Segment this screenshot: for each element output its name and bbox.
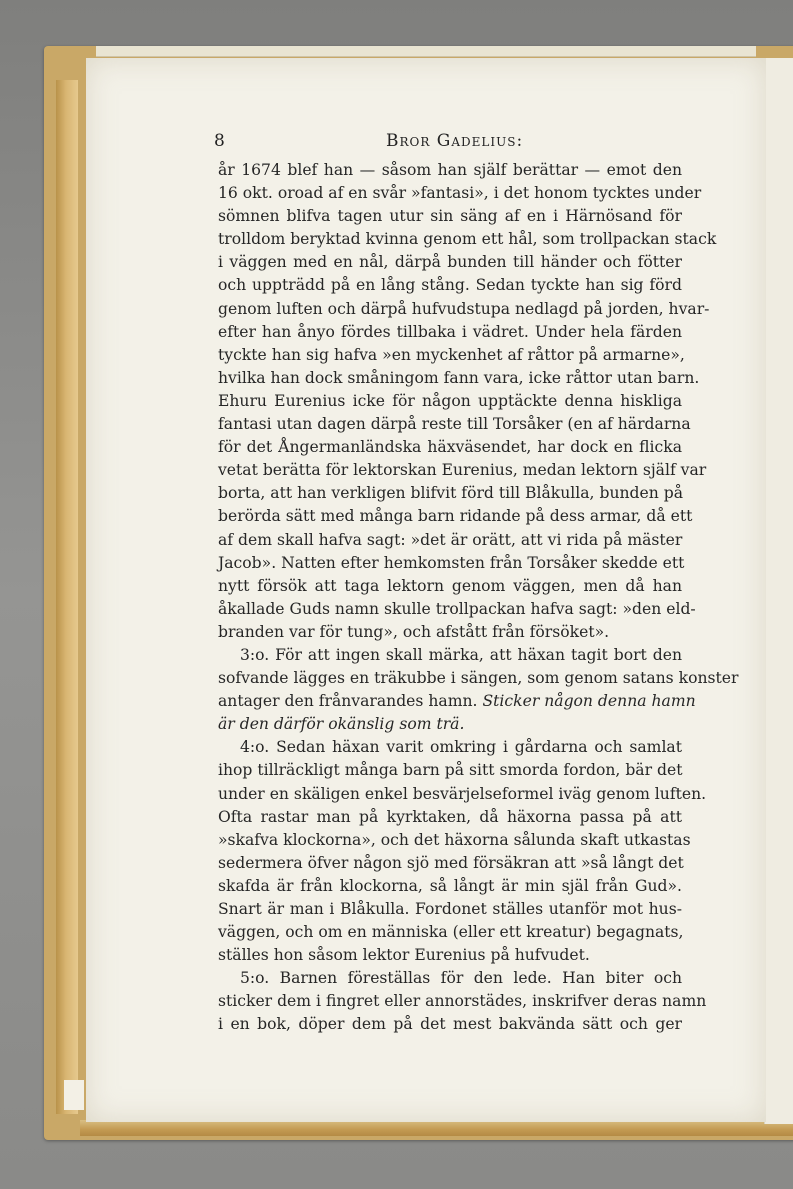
text-line: sticker dem i fingret eller annorstädes, inskrifver deras namn	[218, 992, 707, 1011]
page-number: 8	[214, 131, 225, 151]
text-line: genom luften och därpå hufvudstupa nedlagd på jorden, hvar-	[218, 299, 710, 318]
text-line: fantasi utan dagen därpå reste till Torsåker (en af härdarna	[218, 415, 691, 434]
text-line: år 1674 blef han — såsom han själf berättar — emot den	[218, 161, 682, 179]
text-line: branden var för tung», och afstått från försöket».	[218, 622, 610, 641]
text-line: ihop tillräckligt många barn på sitt smorda fordon, bär det	[218, 761, 683, 780]
text-line: nytt försök att taga lektorn genom väggen, men då han	[218, 576, 682, 595]
facing-page-edge	[764, 58, 793, 1124]
text-line: trolldom beryktad kvinna genom ett hål, som trollpackan stack	[218, 230, 717, 249]
text-line: hvilka han dock småningom fann vara, icke råttor utan barn.	[218, 368, 700, 387]
text-line: sömnen blifva tagen utur sin säng af en i Härnösand för	[218, 207, 682, 226]
text-line: 4:o. Sedan häxan varit omkring i gårdarna och samlat	[240, 738, 682, 757]
cover-bottom-edge	[80, 1120, 793, 1136]
text-line: Snart är man i Blåkulla. Fordonet ställes utanför mot hus-	[218, 900, 682, 918]
text-line-plain: antager den frånvarandes hamn.	[218, 692, 483, 711]
running-head: Bror Gadelius:	[386, 131, 524, 151]
text-line: väggen, och om en människa (eller ett kreatur) begagnats,	[218, 923, 684, 942]
text-line: tyckte han sig hafva »en myckenhet af råttor på armarne»,	[218, 345, 685, 364]
text-line: berörda sätt med många barn ridande på dess armar, då ett	[218, 507, 693, 526]
text-line: af dem skall hafva sagt: »det är orätt, att vi rida på mäster	[218, 530, 683, 549]
text-line: i väggen med en nål, därpå bunden till händer och fötter	[218, 253, 682, 272]
text-line: under en skäligen enkel besvärjelseformel iväg genom luften.	[218, 784, 707, 803]
binding-strip	[56, 80, 78, 1114]
text-line: ställes hon såsom lektor Eurenius på hufvudet.	[218, 946, 590, 965]
text-line: är den därför okänslig som trä.	[218, 715, 465, 734]
text-line-italic: Sticker någon denna hamn	[482, 692, 696, 711]
text-line: Ehuru Eurenius icke för någon upptäckte denna hiskliga	[218, 391, 682, 410]
text-line: skafda är från klockorna, så långt är min själ från Gud».	[218, 876, 682, 895]
text-line: sedermera öfver någon sjö med försäkran att »så långt det	[218, 853, 684, 872]
text-line: i en bok, döper dem på det mest bakvända sätt och ger	[218, 1015, 682, 1034]
text-line: efter han ånyo fördes tillbaka i vädret. Under hela färden	[218, 322, 682, 341]
text-line: sofvande lägges en träkubbe i sängen, som genom satans konster	[218, 669, 739, 688]
text-line: Jacob». Natten efter hemkomsten från Torsåker skedde ett	[218, 553, 685, 572]
text-line: 5:o. Barnen föreställas för den lede. Han biter och	[240, 969, 682, 988]
text-line: 3:o. För att ingen skall märka, att häxan tagit bort den	[240, 645, 682, 664]
cover-top-edge	[96, 46, 756, 57]
text-line: och uppträdd på en lång stång. Sedan tyckte han sig förd	[218, 276, 682, 295]
text-line: Ofta rastar man på kyrktaken, då häxorna passa på att	[218, 807, 682, 826]
page-corner	[64, 1080, 84, 1110]
text-line: 16 okt. oroad af en svår »fantasi», i det honom tycktes under	[218, 184, 702, 203]
body-text	[218, 159, 739, 1037]
text-line: borta, att han verkligen blifvit förd till Blåkulla, bunden på	[218, 484, 684, 503]
text-line: vetat berätta för lektorskan Eurenius, medan lektorn själf var	[218, 461, 707, 480]
text-line	[218, 690, 696, 713]
text-line: »skafva klockorna», och det häxorna sålunda skaft utkastas	[218, 830, 691, 849]
text-line: för det Ångermanländska häxväsendet, har dock en flicka	[218, 438, 682, 457]
text-line: åkallade Guds namn skulle trollpackan hafva sagt: »den eld-	[218, 599, 696, 618]
